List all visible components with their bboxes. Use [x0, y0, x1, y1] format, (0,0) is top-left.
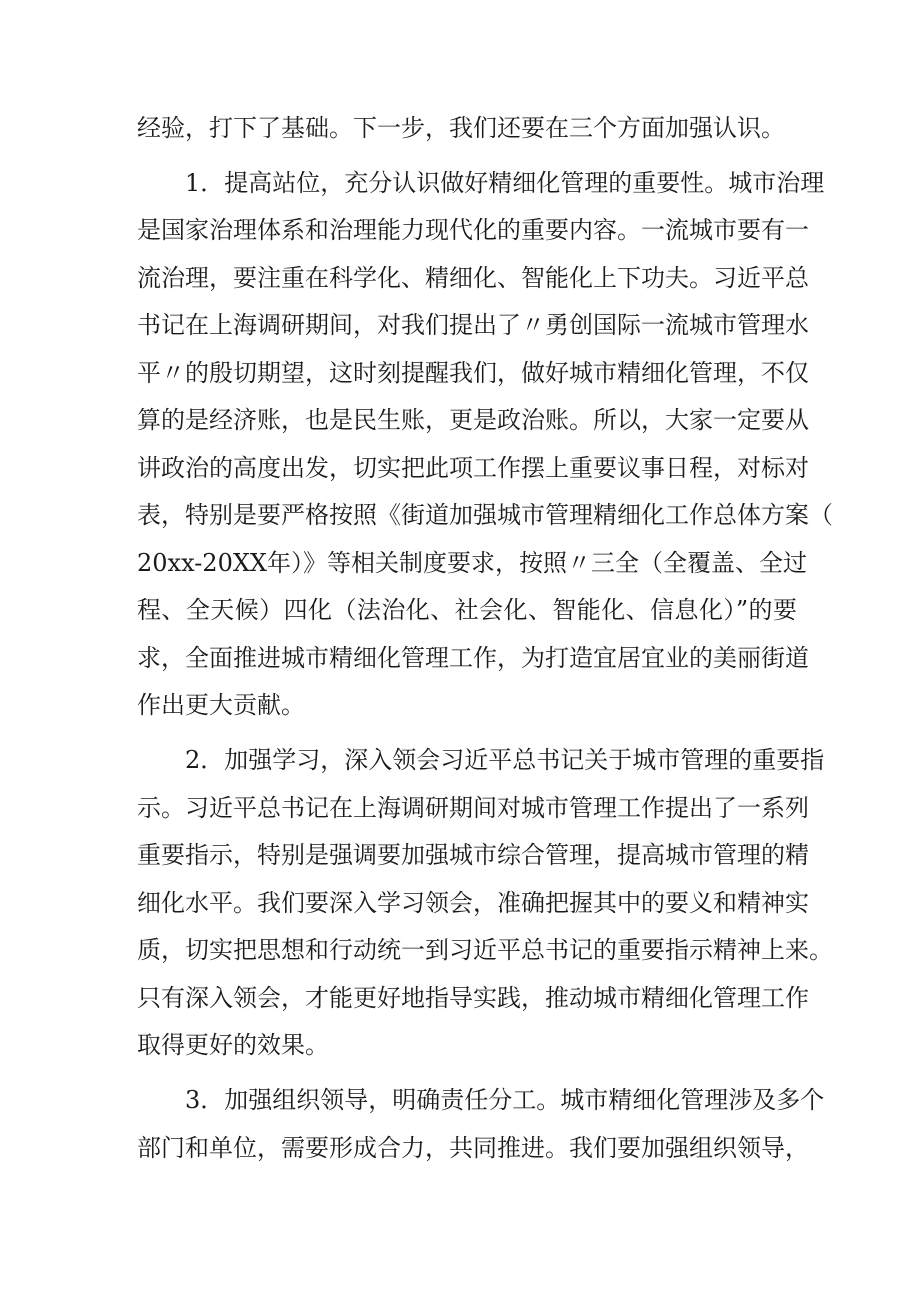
text-line: 2．加强学习，深入领会习近平总书记关于城市管理的重要指 [185, 746, 825, 774]
text-line: 部门和单位，需要形成合力，共同推进。我们要加强组织领导， [137, 1134, 809, 1162]
text-line: 程、全天候）四化（法治化、社会化、智能化、信息化）”的要 [137, 596, 797, 624]
text-line: 求，全面推进城市精细化管理工作，为打造宜居宜业的美丽街道 [137, 644, 809, 672]
text-line: 经验，打下了基础。下一步，我们还要在三个方面加强认识。 [137, 114, 785, 142]
text-line: 表，特别是要严格按照《街道加强城市管理精细化工作总体方案（ [137, 501, 833, 529]
text-line: 作出更大贡献。 [137, 691, 305, 719]
text-line: 示。习近平总书记在上海调研期间对城市管理工作提出了一系列 [137, 794, 809, 822]
text-line: 算的是经济账，也是民生账，更是政治账。所以，大家一定要从 [137, 406, 809, 434]
text-line: 取得更好的效果。 [137, 1031, 329, 1059]
text-line: 20xx-20XX年）》等相关制度要求，按照〃三全（全覆盖、全过 [137, 549, 808, 577]
text-line: 3．加强组织领导，明确责任分工。城市精细化管理涉及多个 [185, 1086, 825, 1114]
text-line: 是国家治理体系和治理能力现代化的重要内容。一流城市要有一 [137, 216, 809, 244]
text-line: 只有深入领会，才能更好地指导实践，推动城市精细化管理工作 [137, 984, 809, 1012]
text-line: 平〃的殷切期望，这时刻提醒我们，做好城市精细化管理，不仅 [137, 359, 809, 387]
text-line: 细化水平。我们要深入学习领会，准确把握其中的要义和精神实 [137, 889, 809, 917]
text-line: 书记在上海调研期间，对我们提出了〃勇创国际一流城市管理水 [137, 311, 809, 339]
text-line: 流治理，要注重在科学化、精细化、智能化上下功夫。习近平总 [137, 264, 809, 292]
text-line: 1．提高站位，充分认识做好精细化管理的重要性。城市治理 [185, 169, 825, 197]
text-line: 重要指示，特别是强调要加强城市综合管理，提高城市管理的精 [137, 841, 809, 869]
text-line: 质，切实把思想和行动统一到习近平总书记的重要指示精神上来。 [137, 936, 833, 964]
text-line: 讲政治的高度出发，切实把此项工作摆上重要议事日程，对标对 [137, 454, 809, 482]
